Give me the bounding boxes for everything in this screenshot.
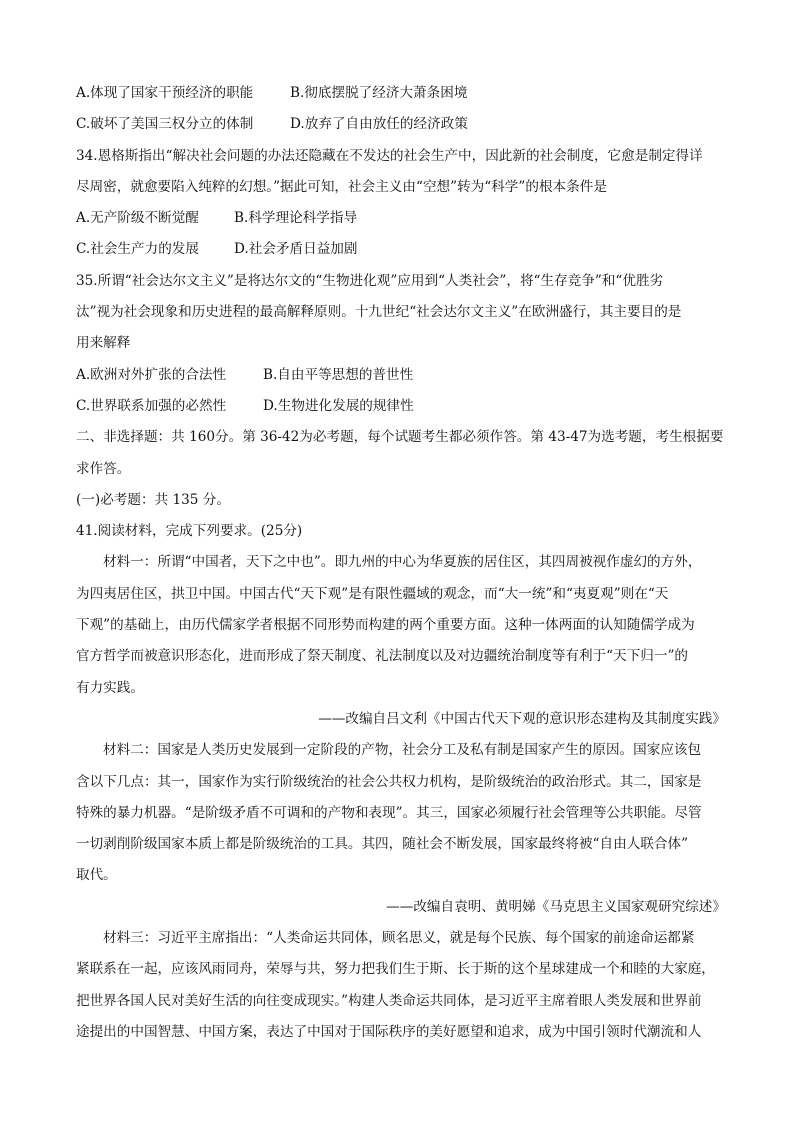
q35-stem-line-1: 35.所谓“社会达尔文主义”是将达尔文的“生物进化观”应用到“人类社会”，将“生存竞争”和“优胜劣 (76, 272, 664, 289)
material-one-line-1: 材料一：所谓“中国者，天下之中也”。即九州的中心为华夏族的居住区，其四周被视作虚幻的方外， (103, 554, 702, 571)
q34-options-row-1 (76, 203, 726, 234)
q33-option-a: A.体现了国家干预经济的职能 (76, 85, 254, 101)
q34-stem-line-2: 尽周密，就愈要陷入纯粹的幻想。”据此可知，社会主义由“空想”转为“科学”的根本条件是 (76, 178, 607, 195)
section-two-heading-line-2: 求作答。 (76, 460, 131, 477)
material-two-line-5: 取代。 (76, 867, 117, 884)
q35-options-row-1 (76, 360, 726, 391)
q33-option-d: D.放弃了自由放任的经济政策 (290, 116, 468, 133)
q35-stem-line-3: 用来解释 (76, 335, 131, 352)
material-one-line-3: 下观”的基础上，由历代儒家学者根据不同形势而构建的两个重要方面。这种一体两面的认知随儒学成为 (76, 617, 695, 634)
q34-option-c: C.社会生产力的发展 (76, 241, 199, 258)
material-one-source: ——改编自吕文利《中国古代天下观的意识形态建构及其制度实践》 (318, 710, 726, 727)
q33-option-c: C.破坏了美国三权分立的体制 (76, 116, 254, 133)
q34-option-d: D.社会矛盾日益加剧 (234, 241, 358, 258)
q34-stem-line-1: 34.恩格斯指出“解决社会问题的办法还隐藏在不发达的社会生产中，因此新的社会制度，它愈是制定得详 (76, 147, 703, 164)
required-questions-heading: (一)必考题：共 135 分。 (76, 491, 230, 508)
material-three-line-1: 材料三：习近平主席指出：“人类命运共同体，顾名思义，就是每个民族、每个国家的前途命运都紧 (103, 930, 695, 947)
q35-option-c: C.世界联系加强的必然性 (76, 397, 227, 414)
material-three-line-4: 途提出的中国智慧、中国方案，表达了中国对于国际秩序的美好愿望和追求，成为中国引领时代潮流和人 (76, 1023, 702, 1040)
q35-option-d: D.生物进化发展的规律性 (263, 397, 414, 414)
q35-option-a: A.欧洲对外扩张的合法性 (76, 366, 227, 383)
material-two-source: ——改编自袁明、黄明娣《马克思主义国家观研究综述》 (386, 898, 726, 915)
material-one-line-5: 有力实践。 (76, 679, 144, 696)
material-two-line-1: 材料二：国家是人类历史发展到一定阶段的产物，社会分工及私有制是国家产生的原因。国家应该包 (103, 742, 702, 759)
material-one-line-2: 为四夷居住区，拱卫中国。中国古代“天下观”是有限性疆域的观念，而“大一统”和“夷夏观”则在“天 (76, 585, 669, 602)
material-two-line-2: 含以下几点：其一，国家作为实行阶级统治的社会公共权力机构，是阶级统治的政治形式。其二，国家是 (76, 773, 702, 790)
q33-options-row-1 (76, 78, 726, 109)
q33-options-row-2 (76, 109, 726, 140)
material-two-line-3: 特殊的暴力机器。“是阶级矛盾不可调和的产物和表现”。其三，国家必须履行社会管理等公共职能。尽管 (76, 804, 702, 821)
q34-option-a: A.无产阶级不断觉醒 (76, 210, 199, 227)
material-three-line-3: 把世界各国人民对美好生活的向往变成现实。”构建人类命运共同体，是习近平主席着眼人类发展和世界前 (76, 992, 702, 1009)
q41-title: 41.阅读材料，完成下列要求。(25分) (76, 523, 303, 540)
q33-option-b: B.彻底摆脱了经济大萧条困境 (290, 85, 468, 101)
exam-page (76, 78, 726, 1048)
q34-options-row-2 (76, 234, 726, 265)
q35-stem-line-2: 汰”视为社会现象和历史进程的最高解释原则。十九世纪“社会达尔文主义”在欧洲盛行，其主要目的是 (76, 304, 682, 321)
material-three-line-2: 紧联系在一起，应该风雨同舟，荣辱与共，努力把我们生于斯、长于斯的这个星球建成一个和睦的大家庭， (76, 961, 715, 978)
section-two-heading-line-1: 二、非选择题：共 160分。第 36-42为必考题，每个试题考生都必须作答。第 43-47为选考题，考生根据要 (76, 429, 724, 446)
q35-option-b: B.自由平等思想的普世性 (263, 366, 414, 383)
q35-options-row-2 (76, 391, 726, 422)
material-one-line-4: 官方哲学而被意识形态化，进而形成了祭天制度、礼法制度以及对边疆统治制度等有利于“天下归一”的 (76, 648, 689, 665)
material-two-line-4: 一切剥削阶级国家本质上都是阶级统治的工具。其四，随社会不断发展，国家最终将被“自由人联合体” (76, 836, 689, 853)
q34-option-b: B.科学理论科学指导 (234, 210, 358, 227)
